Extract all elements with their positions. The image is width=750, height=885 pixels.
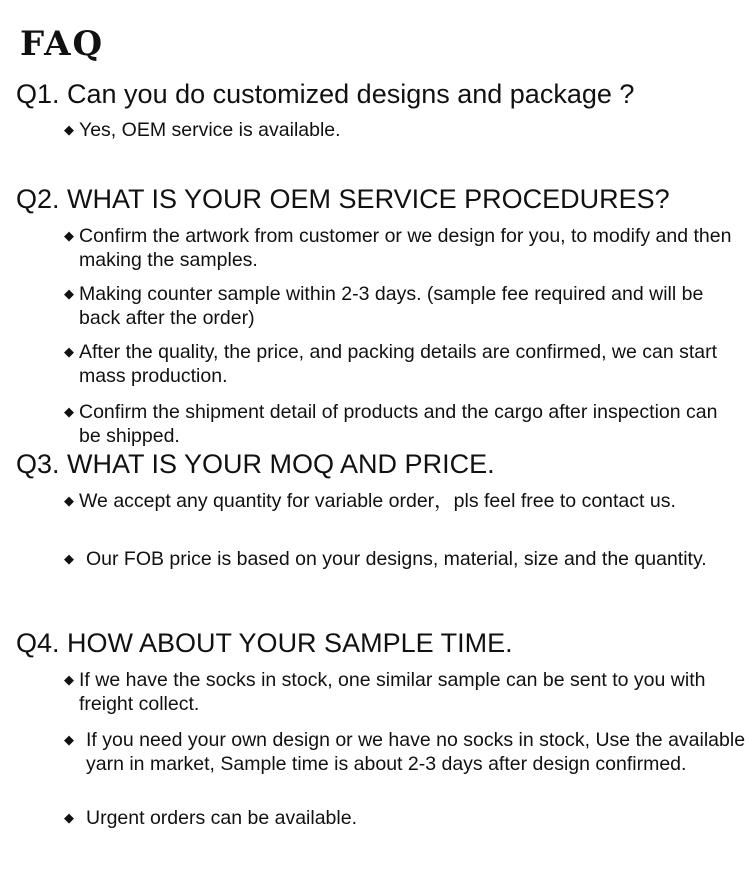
diamond-bullet-icon: ◆ [64, 732, 74, 747]
answer-item [64, 118, 739, 142]
page-title: FAQ [20, 24, 105, 64]
answer-item [64, 282, 739, 330]
diamond-bullet-icon: ◆ [64, 551, 74, 566]
diamond-bullet-icon: ◆ [64, 122, 74, 137]
answer-text: Our FOB price is based on your designs, material, size and the quantity. [86, 548, 707, 570]
answer-item [64, 728, 748, 776]
answer-text: Urgent orders can be available. [86, 807, 357, 829]
question-2: Q2. WHAT IS YOUR OEM SERVICE PROCEDURES? [16, 184, 670, 214]
answer-text: If you need your own design or we have no socks in stock, Use the available yarn in market, Sample time is about 2-3 days after design confirmed. [86, 729, 746, 775]
answer-text: After the quality, the price, and packing details are confirmed, we can start mass production. [79, 341, 718, 387]
diamond-bullet-icon: ◆ [64, 672, 74, 687]
answer-item [64, 668, 739, 716]
question-4: Q4. HOW ABOUT YOUR SAMPLE TIME. [16, 628, 513, 658]
answer-item [64, 547, 736, 571]
answer-item [64, 224, 739, 272]
answer-text: Confirm the artwork from customer or we design for you, to modify and then making the samples. [79, 225, 732, 271]
diamond-bullet-icon: ◆ [64, 286, 74, 301]
diamond-bullet-icon: ◆ [64, 228, 74, 243]
diamond-bullet-icon: ◆ [64, 493, 74, 508]
answer-item [64, 400, 739, 448]
answer-item [64, 489, 739, 513]
answer-item [64, 806, 736, 830]
diamond-bullet-icon: ◆ [64, 344, 74, 359]
diamond-bullet-icon: ◆ [64, 810, 74, 825]
answer-text: Making counter sample within 2-3 days. (sample fee required and will be back after the order) [79, 283, 704, 329]
question-3: Q3. WHAT IS YOUR MOQ AND PRICE. [16, 449, 495, 479]
answer-text: Confirm the shipment detail of products and the cargo after inspection can be shipped. [79, 401, 718, 447]
answer-text: Yes, OEM service is available. [79, 119, 341, 141]
answer-text: We accept any quantity for variable order，pls feel free to contact us. [79, 490, 676, 512]
diamond-bullet-icon: ◆ [64, 404, 74, 419]
question-1: Q1. Can you do customized designs and package ? [16, 79, 635, 109]
answer-item [64, 340, 739, 388]
answer-text: If we have the socks in stock, one similar sample can be sent to you with freight collect. [79, 669, 706, 715]
